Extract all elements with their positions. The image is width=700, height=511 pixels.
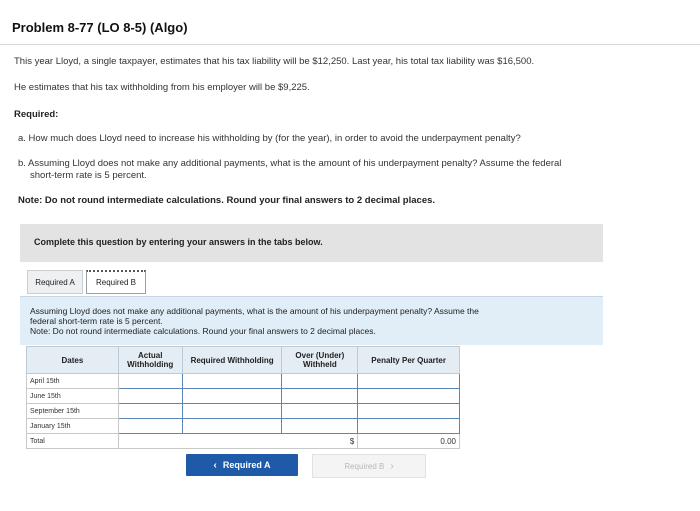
instruction-text: Complete this question by entering your answers in the tabs below.: [34, 237, 323, 247]
row-date: April 15th: [27, 374, 119, 389]
header-over-under-withheld: Over (Under) Withheld: [282, 347, 358, 374]
chevron-left-icon: ‹: [213, 459, 217, 471]
row-date: January 15th: [27, 419, 119, 434]
chevron-right-icon: ›: [390, 460, 394, 472]
intro-line-1: This year Lloyd, a single taxpayer, estimates that his tax liability will be $12,250. Last year, his total tax liability was $16,500.: [14, 56, 535, 67]
header-actual-withholding: Actual Withholding: [118, 347, 182, 374]
required-withholding-input[interactable]: [182, 419, 282, 434]
over-under-input[interactable]: [282, 374, 358, 389]
actual-withholding-input[interactable]: [118, 419, 182, 434]
row-date: September 15th: [27, 404, 119, 419]
actual-withholding-input[interactable]: [118, 374, 182, 389]
question-line-1: Assuming Lloyd does not make any additional payments, what is the amount of his underpayment penalty? Assume the: [30, 306, 479, 316]
actual-withholding-input[interactable]: [118, 389, 182, 404]
over-under-input[interactable]: [282, 404, 358, 419]
penalty-input[interactable]: [358, 389, 460, 404]
required-a-text: a. How much does Lloyd need to increase his withholding by (for the year), in order to avoid the underpayment penalty?: [18, 133, 521, 144]
header-divider: [0, 44, 700, 45]
row-date: June 15th: [27, 389, 119, 404]
penalty-table: [26, 346, 460, 449]
next-required-b-button[interactable]: [312, 454, 426, 478]
total-currency: $: [282, 434, 358, 449]
header-penalty-per-quarter: Penalty Per Quarter: [358, 347, 460, 374]
question-line-2: federal short-term rate is 5 percent.: [30, 316, 163, 326]
total-blank: [182, 434, 282, 449]
penalty-input[interactable]: [358, 419, 460, 434]
total-label: Total: [27, 434, 119, 449]
penalty-input[interactable]: [358, 404, 460, 419]
question-note: Note: Do not round intermediate calculations. Round your final answers to 2 decimal places.: [30, 326, 376, 336]
total-blank: [118, 434, 182, 449]
required-b-text-1: b. Assuming Lloyd does not make any additional payments, what is the amount of his underpayment penalty? Assume the federal: [18, 158, 562, 169]
total-penalty-value: 0.00: [358, 434, 460, 449]
required-withholding-input[interactable]: [182, 389, 282, 404]
required-withholding-input[interactable]: [182, 374, 282, 389]
rounding-note: Note: Do not round intermediate calculations. Round your final answers to 2 decimal places.: [18, 195, 436, 206]
total-row: [27, 434, 460, 449]
tab-required-a[interactable]: Required A: [27, 270, 83, 294]
table-row: [27, 419, 460, 434]
table-row: [27, 389, 460, 404]
table-row: [27, 374, 460, 389]
required-b-text-2: short-term rate is 5 percent.: [30, 170, 147, 181]
required-withholding-input[interactable]: [182, 404, 282, 419]
page-title: Problem 8-77 (LO 8-5) (Algo): [12, 20, 188, 35]
over-under-input[interactable]: [282, 419, 358, 434]
prev-required-a-button[interactable]: [186, 454, 298, 476]
intro-line-2: He estimates that his tax withholding from his employer will be $9,225.: [14, 82, 310, 93]
penalty-input[interactable]: [358, 374, 460, 389]
actual-withholding-input[interactable]: [118, 404, 182, 419]
header-required-withholding: Required Withholding: [182, 347, 282, 374]
required-heading: Required:: [14, 109, 59, 120]
next-button-label: Required B: [344, 461, 385, 471]
tab-required-b[interactable]: Required B: [86, 270, 146, 294]
header-dates: Dates: [27, 347, 119, 374]
prev-button-label: Required A: [222, 460, 271, 470]
question-text: [30, 306, 570, 336]
over-under-input[interactable]: [282, 389, 358, 404]
table-row: [27, 404, 460, 419]
